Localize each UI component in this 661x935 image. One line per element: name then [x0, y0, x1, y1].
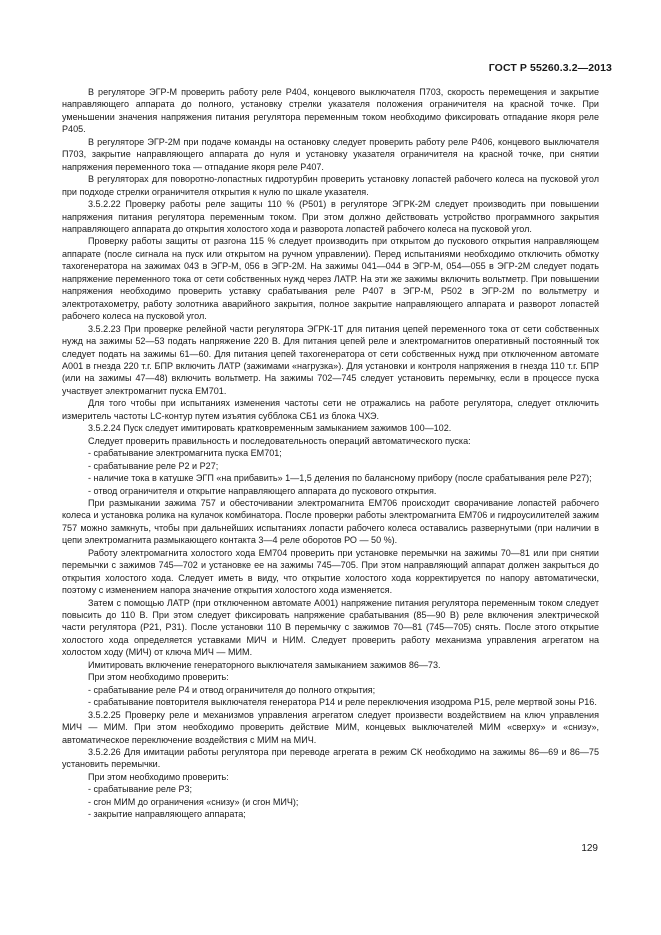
paragraph: 3.5.2.26 Для имитации работы регулятора при переводе агрегата в режим СК необходимо на зажимы 86—69 и 86—75 установить перемычки.: [62, 747, 599, 770]
list-item: - наличие тока в катушке ЭГП «на прибавить» 1—1,5 деления по балансному прибору (после срабатывания реле Р27);: [88, 473, 592, 484]
list-item: - срабатывание реле Р3;: [88, 784, 193, 795]
list-item: - закрытие направляющего аппарата;: [88, 809, 246, 820]
paragraph: При размыкании зажима 757 и обесточивании электромагнита ЕМ706 происходит сворачивание лопастей рабочего колеса и установка ролика на кулачок комбинатора. После проверки работы электромагнита ЕМ706 и гидроусилителей зажим 757 можно замкнуть, чтобы при дальнейших испытаниях лопасти рабочего колеса оставались развернутыми (при наличии в цепи электромагнита размыкающего контакта 3—4 реле оборотов РО — 50 %).: [62, 497, 599, 546]
list-item: - срабатывание реле Р4 и отвод ограничителя до полного открытия;: [88, 684, 376, 695]
paragraph: Проверку работы защиты от разгона 115 % следует производить при открытом до пускового открытия направляющем аппарате (после сигнала на пуск или открытом на ручном управлении). Перед испытаниями необходимо отключить обмотку тахогенератора на зажимах 043 в ЭГР-М, 056 в ЭГР-2М. На зажимы 041—044 в ЭГР-М, 054—055 в ЭГР-2М следует подать напряжение переменного тока от сети собственных нужд через ЛАТР. На эти же зажимы включить вольтметр. При повышении напряжения необходимо проверить уставку срабатывания реле Р407 в ЭГР-М, Р502 в ЭГР-2М по вольтметру и электротахометру, работу золотника аварийного закрытия, полное закрытие направляющего аппарата и разворот лопастей рабочего колеса на пусковой угол.: [62, 236, 599, 322]
paragraph: Для того чтобы при испытаниях изменения частоты сети не отражались на работе регулятора, следует отключить измеритель частоты LC-контур путем изъятия субблока СБ1 из блока ЧХЭ.: [62, 398, 599, 421]
paragraph: В регуляторе ЭГР-М проверить работу реле Р404, концевого выключателя П703, скорость перемещения и закрытие направляющего аппарата до полного, установку стрелки указателя положения ограничителя на красной точке. При уменьшении значения напряжения питания регулятора переменным током необходимо фиксировать отпадание якоря реле Р405.: [62, 87, 599, 135]
page-number: 129: [581, 843, 598, 854]
paragraph: Работу электромагнита холостого хода ЕМ704 проверить при установке перемычки на зажимы 70—81 или при снятии перемычки с зажимов 745—702 и установке ее на зажимы 745—705. При этом направляющий аппарат должен закрыться до открытия холостого хода. Следует иметь в виду, что открытие холостого хода корректируется по напору автоматически, поэтому с изменением напора значение открытия холостого хода изменяется.: [62, 547, 599, 596]
paragraph: Следует проверить правильность и последовательность операций автоматического пуска:: [88, 435, 471, 446]
list-item: - срабатывание электромагнита пуска ЕМ701;: [88, 448, 282, 459]
paragraph: Затем с помощью ЛАТР (при отключенном автомате А001) напряжение питания регулятора переменным током следует повысить до 110 В. При этом следует фиксировать напряжение срабатывания (85—90 В) реле включения электрической части регулятора (Р21, Р31). После установки 110 В перемычку с зажимов 70—81 (745—705) снять. После этого открытие холостого хода определяется уставками МИЧ и НИМ. Следует проверить работу механизма управления агрегатом на холостом ходу (МИЧ) от ключа МИЧ — МИМ.: [62, 597, 599, 658]
body-text: [62, 86, 599, 821]
list-item: - срабатывание реле Р2 и Р27;: [88, 460, 219, 471]
paragraph: 3.5.2.25 Проверку реле и механизмов управления агрегатом следует произвести воздействием на ключ управления МИЧ — МИМ. При этом необходимо проверить действие МИМ, концевых выключателей МИМ «сверху» и «снизу», автоматическое переключение воздействия с МИМ на МИЧ.: [62, 709, 599, 745]
standard-header: ГОСТ Р 55260.3.2—2013: [488, 62, 612, 74]
paragraph: 3.5.2.23 При проверке релейной части регулятора ЭГРК-1Т для питания цепей переменного тока от сети собственных нужд на зажимы 52—53 подать напряжение 220 В. Для питания цепей реле и электромагнитов оперативный постоянный ток следует подать на зажимы 61—60. Для питания цепей тахогенератора от сети собственных нужд при отключенном автомате А001 в гнезда 220 т.г. БПР включить ЛАТР (зажимами «нагрузка»). Для установки и контроля напряжения в гнезда 110 т.г. БПР (или на зажимы 47—48) включить вольтметр. На зажимы 702—745 следует установить перемычку, если в процессе пуска участвует электромагнит пуска ЕМ701.: [62, 323, 599, 396]
paragraph: В регуляторах для поворотно-лопастных гидротурбин проверить установку лопастей рабочего колеса на пусковой угол при подходе стрелки ограничителя открытия к нулю по шкале указателя.: [62, 174, 599, 197]
paragraph: В регуляторе ЭГР-2М при подаче команды на остановку следует проверить работу реле Р406, концевого выключателя П703, закрытие направляющего аппарата до нуля и установку указателя ограничителя на красной точке, при снятии напряжения переменного тока — отпадание якоря реле Р407.: [62, 136, 599, 172]
paragraph: 3.5.2.24 Пуск следует имитировать кратковременным замыканием зажимов 100—102.: [88, 423, 452, 434]
paragraph: Имитировать включение генераторного выключателя замыканием зажимов 86—73.: [88, 659, 441, 670]
paragraph: При этом необходимо проверить:: [88, 771, 229, 782]
list-item: - срабатывание повторителя выключателя генератора Р14 и реле переключения изодрома Р15, реле мертвой зоны Р16.: [88, 697, 597, 708]
list-item: - отвод ограничителя и открытие направляющего аппарата до пускового открытия.: [88, 485, 437, 496]
list-item: - сгон МИМ до ограничения «снизу» (и сгон МИЧ);: [88, 796, 299, 807]
paragraph: При этом необходимо проверить:: [88, 672, 229, 683]
paragraph: 3.5.2.22 Проверку работы реле защиты 110 % (Р501) в регуляторе ЭГРК-2М следует производить при повышении напряжения питания регулятора переменным током. При этом должно действовать устройство программного закрытия направляющего аппарата до открытия холостого хода и разворота лопастей рабочего колеса на пусковой угол.: [62, 199, 599, 234]
